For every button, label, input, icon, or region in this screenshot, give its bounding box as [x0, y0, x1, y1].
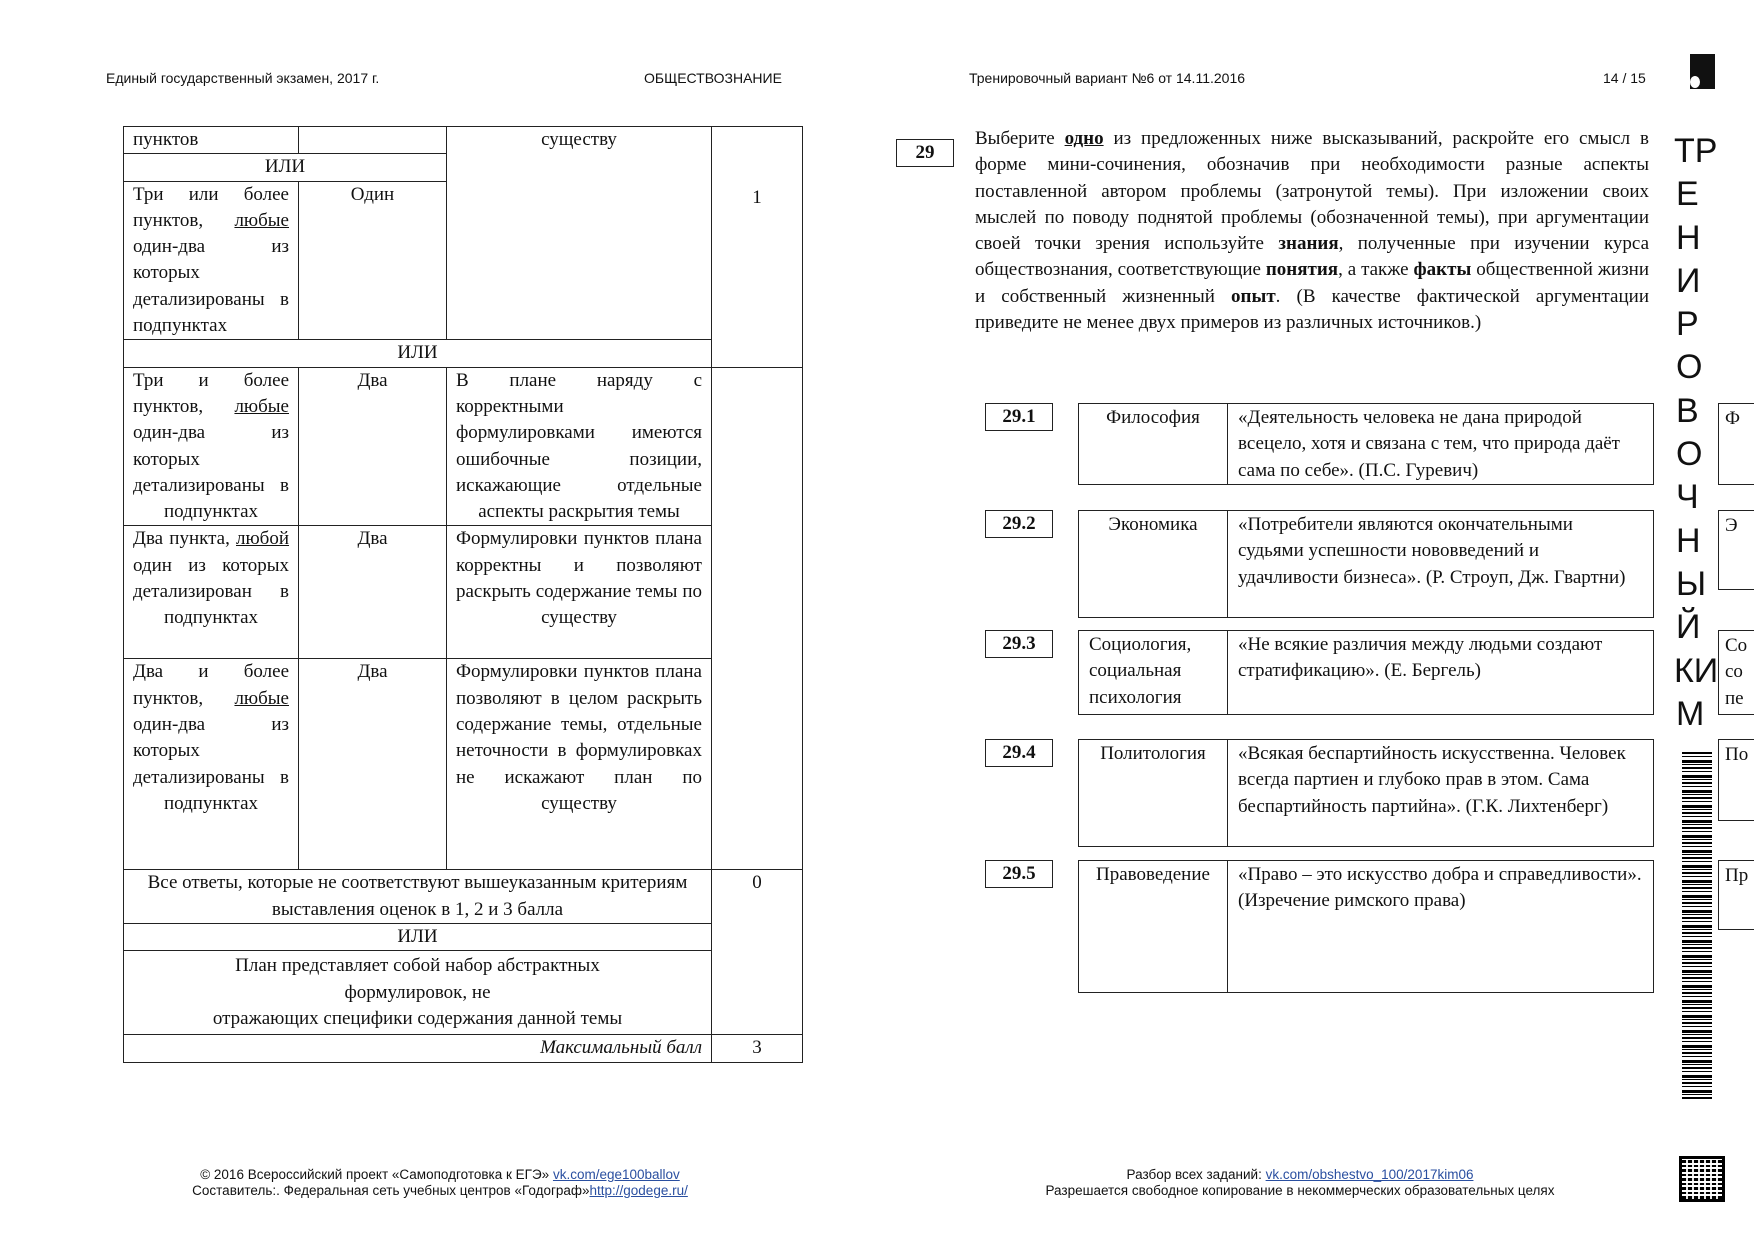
footer-right: Разбор всех заданий: vk.com/obshestvo_100/2017kim06 Разрешается свободное копирование в некоммерческих образовательных целях — [1045, 1167, 1555, 1198]
option-number: 29.3 — [985, 630, 1053, 658]
table-row — [124, 870, 803, 924]
option-number: 29.5 — [985, 860, 1053, 888]
footer-link-analysis[interactable]: vk.com/obshestvo_100/2017kim06 — [1265, 1167, 1474, 1182]
barcode-icon — [1682, 752, 1712, 1100]
footer-link-vk[interactable]: vk.com/ege100ballov — [552, 1167, 680, 1182]
header-exam-title: Единый государственный экзамен, 2017 г. — [106, 70, 380, 86]
table-cell: Формулировки пунктов плана позволяют в целом раскрыть содержание темы, отдельные неточности в формулировках не искажают план по существу — [447, 659, 712, 870]
header-subject: ОБЩЕСТВОЗНАНИЕ — [644, 70, 782, 86]
table-cell: пунктов — [124, 127, 299, 154]
table-row — [124, 1035, 803, 1062]
table-cell: Два — [299, 526, 447, 659]
option-quote: «Право – это искусство добра и справедливости». (Изречение римского права) — [1238, 864, 1642, 912]
criteria-table — [123, 126, 803, 1063]
or-separator: ИЛИ — [124, 154, 447, 181]
table-cell: План представляет собой набор абстрактных формулировок, не отражающих специфики содержания данной темы — [124, 951, 712, 1035]
header-variant: Тренировочный вариант №6 от 14.11.2016 — [969, 70, 1246, 86]
table-cell: Два — [299, 367, 447, 526]
score-cell: 1 — [712, 127, 803, 368]
option-box — [1078, 403, 1654, 485]
table-cell: Два пункта, любой один из которых детализирован в подпунктах — [124, 526, 299, 659]
table-row — [124, 951, 803, 1035]
task-instructions: Выберите одно из предложенных ниже высказываний, раскройте его смысл в форме мини-сочинения, обозначив при необходимости разные аспекты поставленной автором проблемы (затронутой темы). При изложении своих мыслей по поводу поднятой проблемы (обозначенной темы), при аргументации своей точки зрения используйте знания, полученные при изучении курса обществознания, соответствующие понятия, а также факты общественной жизни и собственный жизненный опыт. (В качестве фактической аргументации приведите не менее двух примеров из различных источников.) — [975, 128, 1650, 334]
table-cell: Два и более пунктов, любые один-два из которых детализированы в подпунктах — [124, 659, 299, 870]
option-quote: «Деятельность человека не дана природой всецело, хотя и связана с тем, что природа даёт сама по себе». (П.С. Гуревич) — [1238, 407, 1620, 481]
table-cell: В плане наряду с корректными формулировками имеются ошибочные позиции, искажающие отдельные аспекты раскрытия темы — [447, 367, 712, 526]
table-row — [124, 340, 803, 367]
option-box — [1078, 739, 1654, 847]
option-subject: Политология — [1079, 740, 1228, 846]
table-cell — [299, 127, 447, 154]
or-separator: ИЛИ — [124, 924, 712, 951]
table-cell: существу — [447, 127, 712, 340]
task-number: 29 — [896, 139, 954, 167]
max-score-label: Максимальный балл — [124, 1035, 712, 1062]
or-separator: ИЛИ — [124, 340, 712, 367]
table-row — [124, 127, 803, 154]
corner-mark-dot-icon — [1690, 76, 1700, 88]
table-row — [124, 659, 803, 870]
qr-code-icon — [1679, 1156, 1725, 1202]
option-number: 29.1 — [985, 403, 1053, 431]
vertical-watermark: ТР Е Н И Р О В О Ч Н Ы Й КИ М — [1674, 132, 1719, 733]
table-row — [124, 526, 803, 659]
table-cell: Все ответы, которые не соответствуют вышеуказанным критериям выставления оценок в 1, 2 и 3 балла — [124, 870, 712, 924]
option-quote: «Потребители являются окончательными судьями успешности нововведений и удачливости бизнеса». (Р. Строуп, Дж. Гвартни) — [1238, 514, 1626, 588]
table-cell: Три и более пунктов, любые один-два из которых детализированы в подпунктах — [124, 367, 299, 526]
score-cell: 0 — [712, 870, 803, 1035]
edge-fragment: По — [1718, 739, 1754, 821]
table-cell: Один — [299, 181, 447, 340]
edge-fragment: Ф — [1718, 403, 1754, 485]
max-score-value: 3 — [712, 1035, 803, 1062]
option-number: 29.4 — [985, 739, 1053, 767]
option-box — [1078, 860, 1654, 993]
edge-fragment: Пр — [1718, 860, 1754, 930]
table-cell: Два — [299, 659, 447, 870]
edge-fragment: Э — [1718, 510, 1754, 590]
option-subject: Философия — [1079, 404, 1228, 484]
option-number: 29.2 — [985, 510, 1053, 538]
option-box — [1078, 630, 1654, 715]
score-cell — [712, 367, 803, 870]
option-box — [1078, 510, 1654, 618]
option-subject: Экономика — [1079, 511, 1228, 617]
option-subject: Социология, социальная психология — [1079, 631, 1228, 714]
option-quote: «Не всякие различия между людьми создают стратификацию». (Е. Бергель) — [1238, 634, 1603, 682]
header-page-number: 14 / 15 — [1603, 70, 1646, 86]
table-row — [124, 367, 803, 526]
option-quote: «Всякая беспартийность искусственна. Человек всегда партиен и глубоко прав в этом. Сама беспартийность партийна». (Г.К. Лихтенберг) — [1238, 743, 1626, 817]
footer-left: © 2016 Всероссийский проект «Самоподготовка к ЕГЭ» vk.com/ege100ballov Составитель:. Федеральная сеть учебных центров «Годограф»http://godege.ru/ — [192, 1167, 688, 1198]
table-cell: Формулировки пунктов плана корректны и позволяют раскрыть содержание темы по существу — [447, 526, 712, 659]
option-subject: Правоведение — [1079, 861, 1228, 992]
footer-link-godege[interactable]: http://godege.ru/ — [589, 1183, 688, 1198]
table-cell: Три или более пунктов, любые один-два из которых детализированы в подпунктах — [124, 181, 299, 340]
edge-fragment: Со со пе — [1718, 630, 1754, 715]
table-row — [124, 924, 803, 951]
